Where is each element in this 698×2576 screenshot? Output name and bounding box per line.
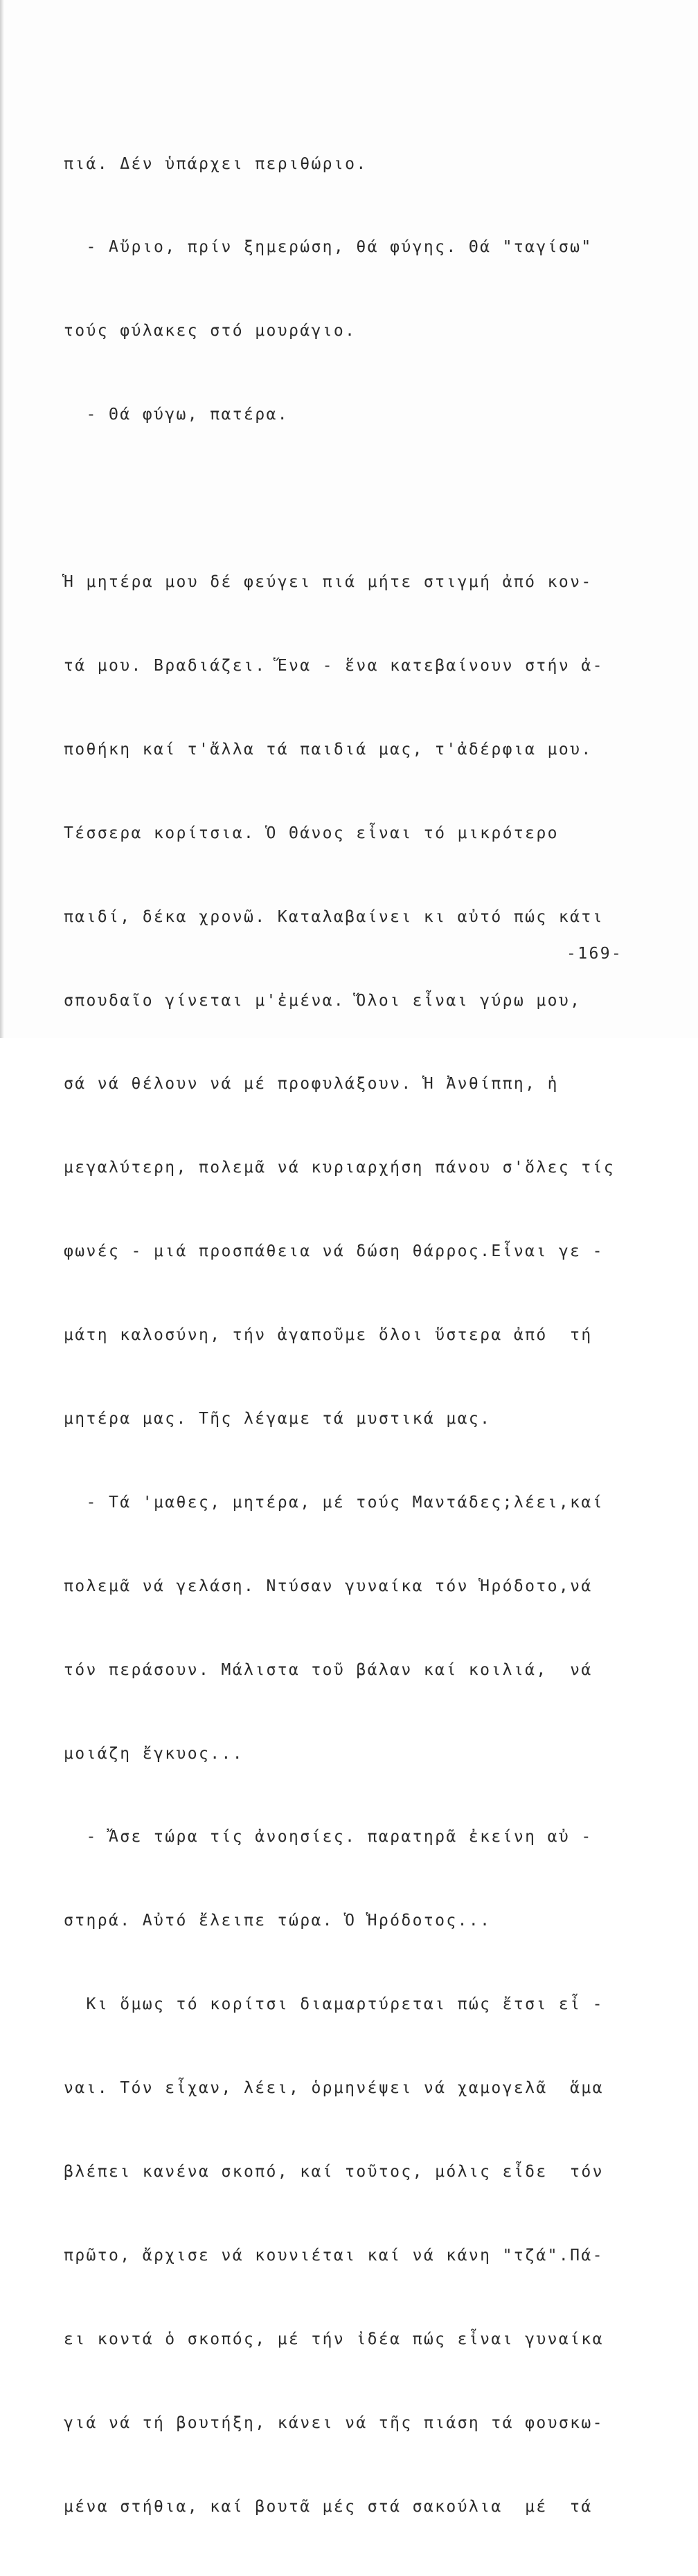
text-line bbox=[64, 484, 638, 512]
text-line: - Αὔριο, πρίν ξημερώση, θά φύγης. Θά "ταγίσω" bbox=[64, 238, 593, 257]
text-line: μοιάζη ἔγκυος... bbox=[64, 1744, 244, 1763]
text-line: ει κοντά ὁ σκοπός, μέ τήν ἰδέα πώς εἶναι γυναίκα bbox=[64, 2330, 604, 2348]
text-line: μάτη καλοσύνη, τήν ἀγαποῦμε ὅλοι ὕστερα ἀπό τή bbox=[64, 1326, 593, 1345]
text-line: γιά νά τή βουτήξη, κάνει νά τῆς πιάση τά φουσκω- bbox=[64, 2413, 604, 2432]
text-line: - Τά 'μαθες, μητέρα, μέ τούς Μαντάδες;λέει,καί bbox=[64, 1493, 604, 1512]
text-line: τόν περάσουν. Μάλιστα τοῦ βάλαν καί κοιλιά, νά bbox=[64, 1660, 593, 1679]
text-line: στηρά. Αὐτό ἔλειπε τώρα. Ὁ Ἡρόδοτος... bbox=[64, 1912, 492, 1930]
text-line: ποθήκη καί τ'ἄλλα τά παιδιά μας, τ'ἀδέρφια μου. bbox=[64, 740, 593, 759]
text-line: φωνές - μιά προσπάθεια νά δώση θάρρος.Εἶναι γε - bbox=[64, 1242, 604, 1261]
text-line: μένα στήθια, καί βουτᾶ μές στά σακούλια μέ τά bbox=[64, 2497, 593, 2516]
text-line: Τέσσερα κορίτσια. Ὁ Θάνος εἶναι τό μικρότερο bbox=[64, 824, 559, 842]
text-line: Ἡ μητέρα μου δέ φεύγει πιά μήτε στιγμή ἀπό κον- bbox=[64, 573, 593, 592]
text-line: βλέπει κανένα σκοπό, καί τοῦτος, μόλις εἶδε τόν bbox=[64, 2162, 604, 2181]
text-line: - Ἄσε τώρα τίς ἀνοησίες. παρατηρᾶ ἐκείνη αὐ - bbox=[64, 1828, 593, 1847]
page-number: -169- bbox=[566, 945, 623, 963]
text-line: - Θά φύγω, πατέρα. bbox=[64, 406, 289, 424]
text-line: πιά. Δέν ὑπάρχει περιθώριο. bbox=[64, 154, 368, 173]
body-text bbox=[64, 94, 638, 2576]
text-line: σπουδαῖο γίνεται μ'ἐμένα. Ὅλοι εἶναι γύρω μου, bbox=[64, 991, 582, 1010]
text-line: μητέρα μας. Τῆς λέγαμε τά μυστικά μας. bbox=[64, 1409, 492, 1428]
text-line: Κι ὅμως τό κορίτσι διαμαρτύρεται πώς ἔτσι εἶ - bbox=[64, 1995, 604, 2014]
text-line: τά μου. Βραδιάζει. Ἕνα - ἕνα κατεβαίνουν στήν ἀ- bbox=[64, 656, 604, 675]
text-line: πρῶτο, ἄρχισε νά κουνιέται καί νά κάνη "τζά".Πά- bbox=[64, 2246, 604, 2265]
text-line: τούς φύλακες στό μουράγιο. bbox=[64, 322, 357, 341]
page-edge-shadow bbox=[0, 0, 4, 1038]
text-line: μεγαλύτερη, πολεμᾶ νά κυριαρχήση πάνου σ'ὅλες τίς bbox=[64, 1159, 616, 1177]
text-line: παιδί, δέκα χρονῶ. Καταλαβαίνει κι αὐτό πώς κάτι bbox=[64, 907, 604, 926]
text-line: ναι. Τόν εἶχαν, λέει, ὁρμηνέψει νά χαμογελᾶ ἅμα bbox=[64, 2079, 604, 2098]
text-line: πολεμᾶ νά γελάση. Ντύσαν γυναίκα τόν Ἡρόδοτο,νά bbox=[64, 1577, 593, 1595]
text-line: σά νά θέλουν νά μέ προφυλάξουν. Ἡ Ἀνθίππη, ἡ bbox=[64, 1075, 559, 1094]
